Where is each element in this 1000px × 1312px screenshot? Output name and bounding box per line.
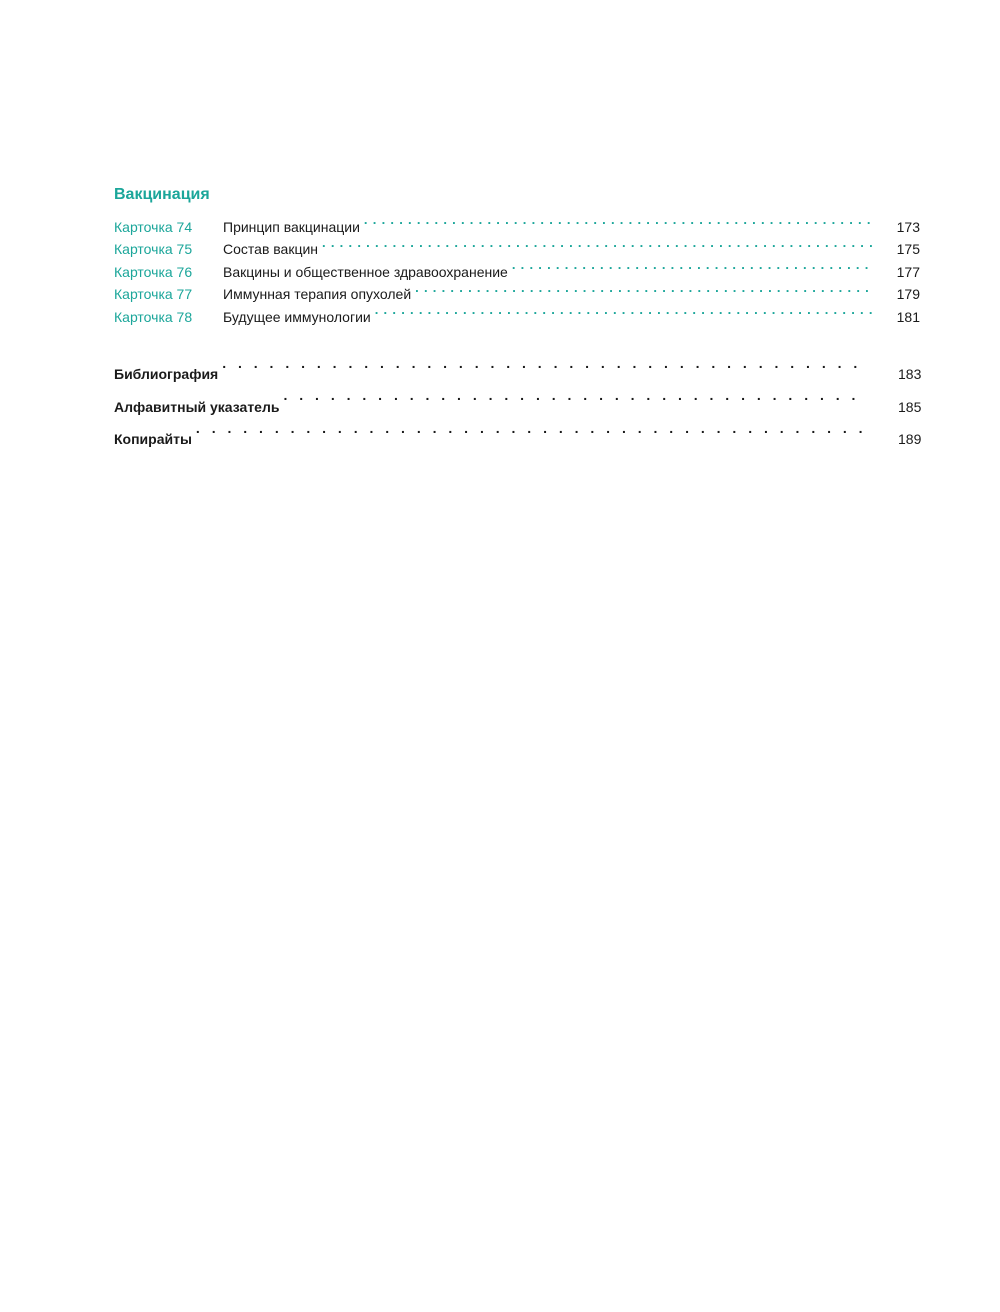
dot-leader [415,277,874,300]
dot-leader [375,299,874,322]
dot-leader [512,254,874,277]
card-label: Карточка 77 [114,286,193,302]
main-entries [114,347,920,445]
main-entry-title: Копирайты [114,431,192,447]
entry-title: Будущее иммунологии [223,308,371,325]
dot-leader [196,412,864,445]
toc-main-entry[interactable] [114,412,920,445]
toc-entry[interactable] [114,209,920,235]
page-number: 179 [896,286,920,302]
entry-title: Вакцины и общественное здравоохранение [223,263,508,280]
page-number: 185 [898,398,922,415]
card-label: Карточка 78 [114,308,193,325]
toc-main-entry[interactable] [114,347,920,380]
toc-main-entry[interactable] [114,379,922,415]
dot-leader [283,379,864,412]
main-entry-title: Библиография [114,366,219,382]
page-number: 183 [898,366,922,382]
table-of-contents [114,184,922,447]
dot-leader [322,232,874,255]
card-label: Карточка 76 [114,263,193,280]
page-number: 177 [896,263,920,280]
card-label: Карточка 75 [114,241,193,257]
page-number: 173 [896,218,920,235]
main-entry-title: Алфавитный указатель [114,398,280,415]
card-label: Карточка 74 [114,218,193,235]
section-title: Вакцинация [114,186,210,203]
entry-title: Принцип вакцинации [223,218,360,235]
page-number: 189 [898,431,922,447]
page-number: 181 [896,308,920,325]
page-number: 175 [896,241,920,257]
dot-leader [222,347,864,380]
dot-leader [364,209,874,232]
entry-title: Иммунная терапия опухолей [223,286,412,302]
section-entries [114,209,920,325]
entry-title: Состав вакцин [223,241,319,257]
